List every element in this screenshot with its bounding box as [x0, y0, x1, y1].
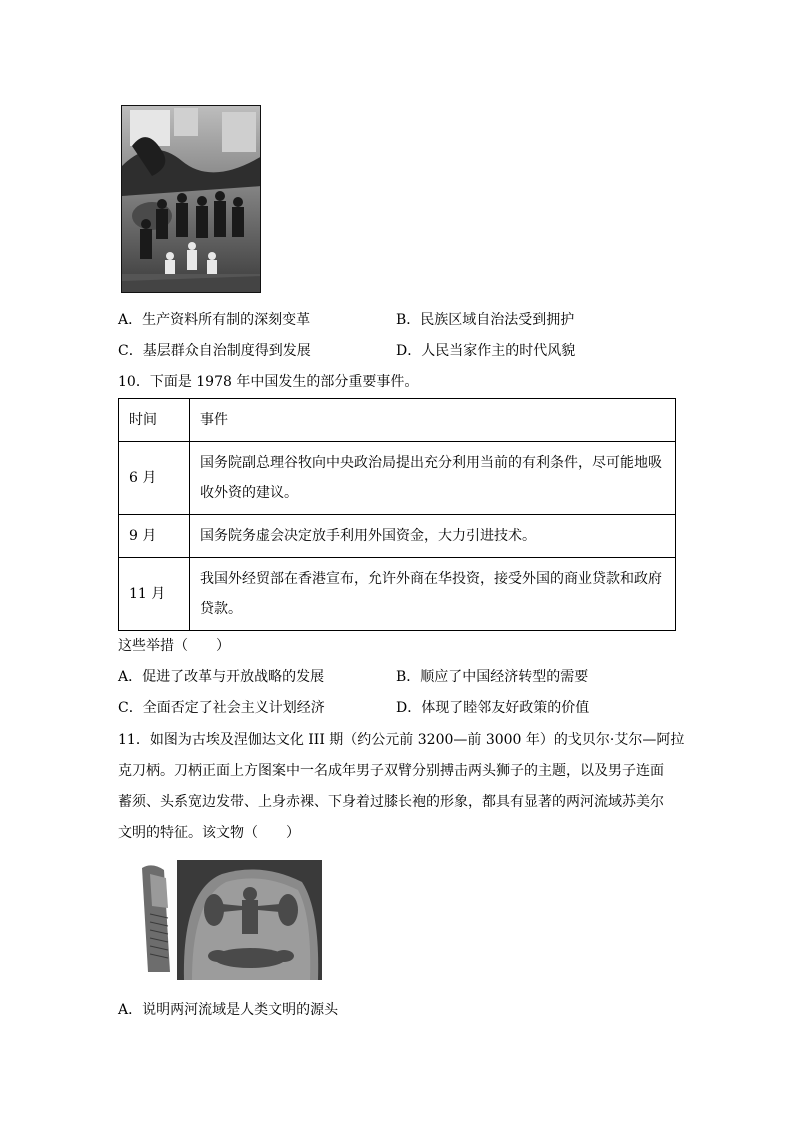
q9-option-c: C．基层群众自治制度得到发展	[118, 343, 311, 359]
row-event	[190, 558, 676, 631]
q11-stem-line: 文明的特征。该文物（ ）	[118, 825, 300, 841]
row-event-line: 国务院副总理谷牧向中央政治局提出充分利用当前的有利条件，尽可能地吸	[200, 455, 662, 471]
table-row	[119, 442, 676, 515]
q11-stem-line: 11．如图为古埃及涅伽达文化 III 期（约公元前 3200—前 3000 年）的戈贝尔·艾尔—阿拉	[118, 732, 685, 748]
row-time: 9 月	[119, 515, 190, 558]
q10-option-a: A．促进了改革与开放战略的发展	[118, 669, 325, 685]
row-event-line: 贷款。	[200, 601, 242, 617]
q11-option-a: A．说明两河流域是人类文明的源头	[118, 1002, 339, 1018]
row-time: 11 月	[119, 558, 190, 631]
q10-events-table	[118, 398, 676, 631]
q10-option-b: B．顺应了中国经济转型的需要	[396, 669, 589, 685]
q11-knife-handle-photo	[122, 860, 322, 980]
table-row	[119, 515, 676, 558]
q9-option-b: B．民族区域自治法受到拥护	[396, 312, 575, 328]
row-event	[190, 442, 676, 515]
header-event: 事件	[190, 399, 676, 442]
q9-option-d: D．人民当家作主的时代风貌	[396, 343, 576, 359]
q10-prompt: 这些举措（ ）	[118, 638, 230, 654]
row-event-line: 我国外经贸部在香港宣布，允许外商在华投资，接受外国的商业贷款和政府	[200, 571, 662, 587]
q10-option-c: C．全面否定了社会主义计划经济	[118, 700, 325, 716]
row-event-line: 国务院务虚会决定放手利用外国资金，大力引进技术。	[200, 528, 536, 544]
row-time: 6 月	[119, 442, 190, 515]
q11-stem-line: 蓄须、头系宽边发带、上身赤裸、下身着过膝长袍的形象，都具有显著的两河流域苏美尔	[118, 794, 664, 810]
row-event	[190, 515, 676, 558]
q10-option-d: D．体现了睦邻友好政策的价值	[396, 700, 590, 716]
q11-stem-line: 克刀柄。刀柄正面上方图案中一名成年男子双臂分别搏击两头狮子的主题，以及男子连面	[118, 763, 664, 779]
row-event-line: 收外资的建议。	[200, 485, 298, 501]
header-time: 时间	[119, 399, 190, 442]
q9-option-a: A．生产资料所有制的深刻变革	[118, 312, 311, 328]
q10-stem: 10．下面是 1978 年中国发生的部分重要事件。	[118, 374, 419, 390]
table-header-row	[119, 399, 676, 442]
q9-historical-photo	[121, 105, 261, 293]
table-row	[119, 558, 676, 631]
